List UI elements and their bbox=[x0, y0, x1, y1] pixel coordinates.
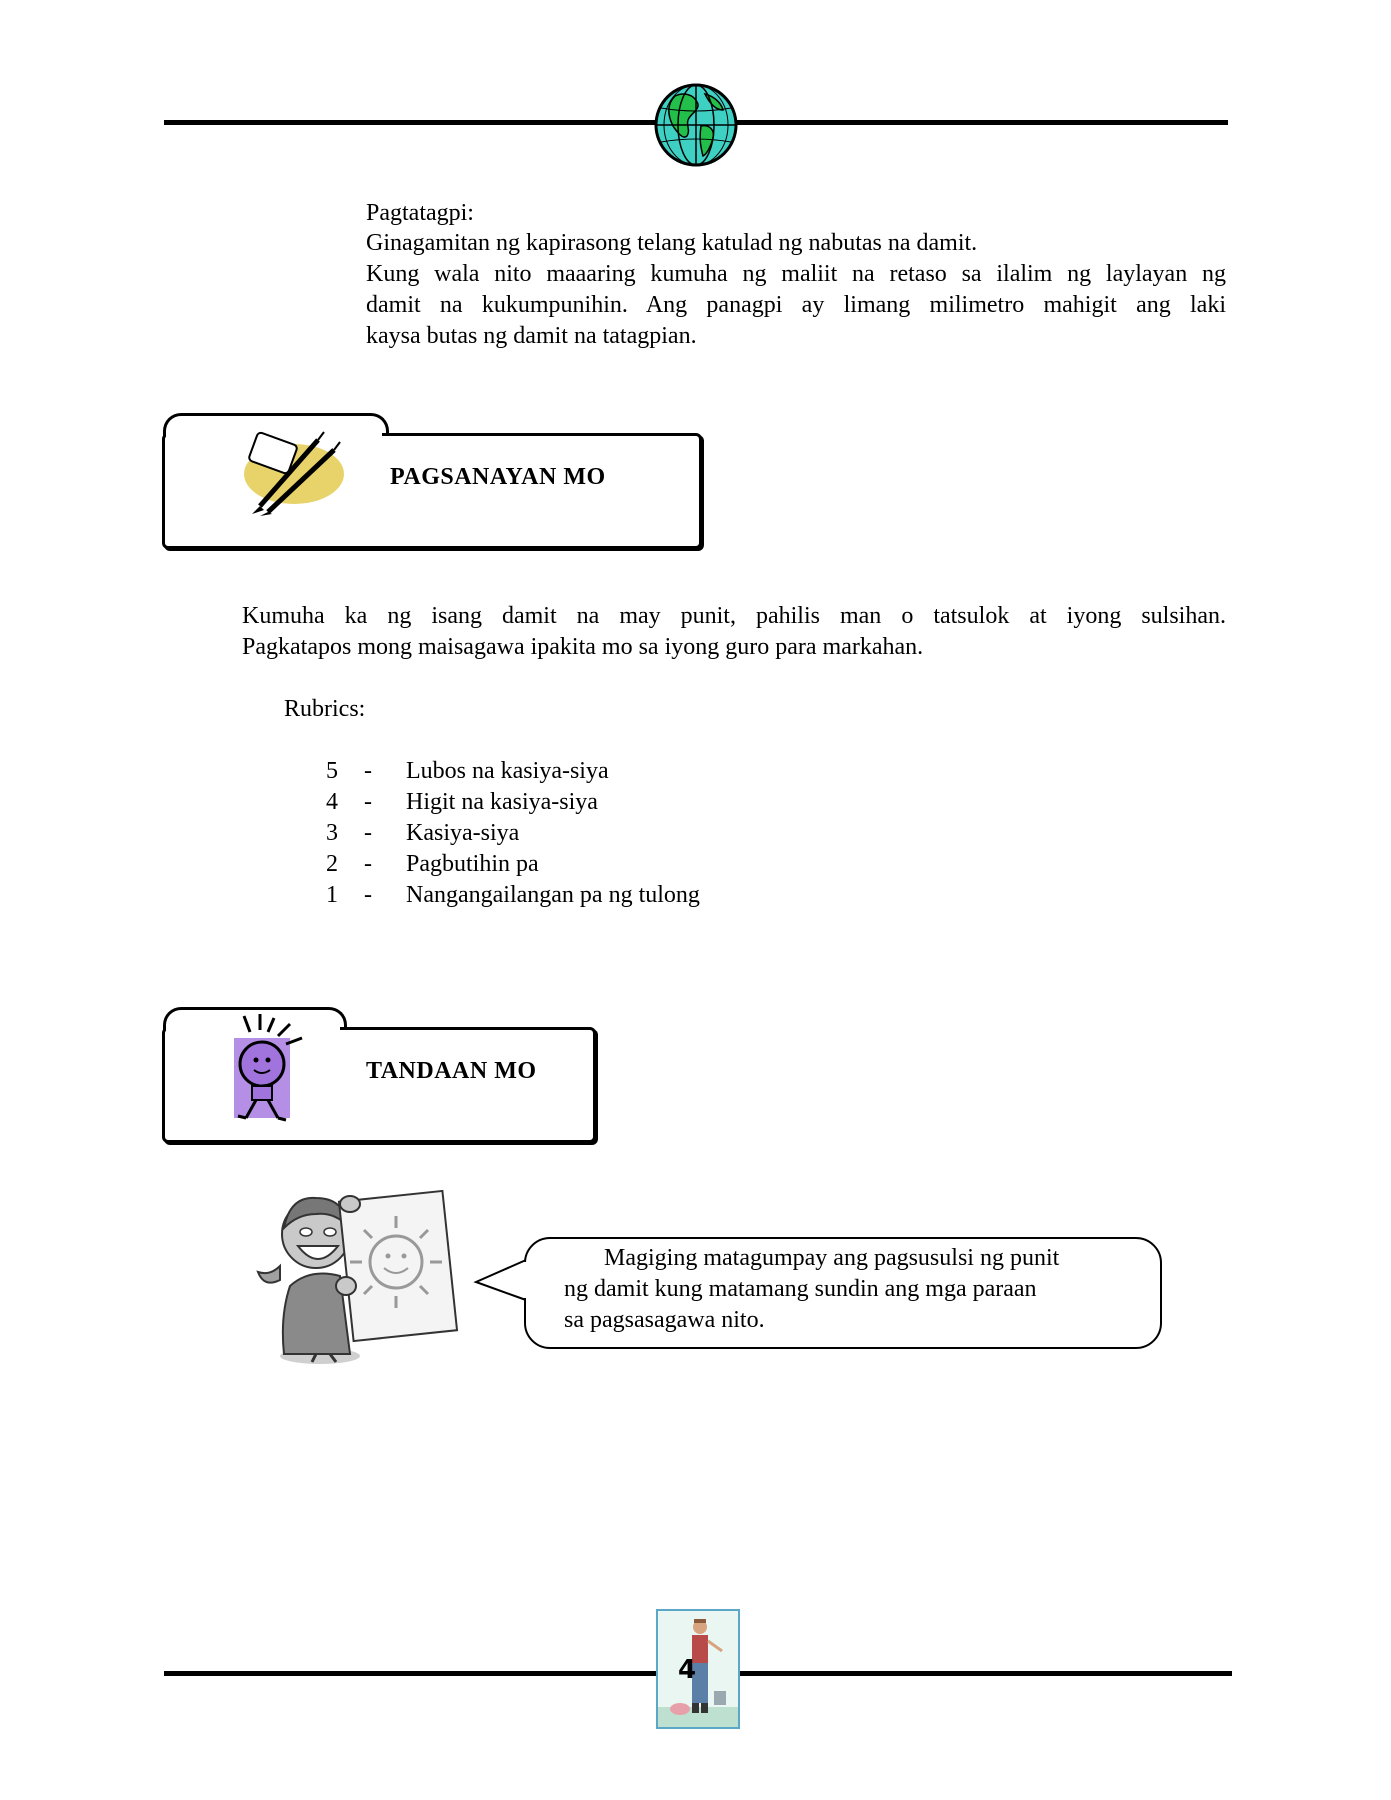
intro-line: Ginagamitan ng kapirasong telang katulad ng nabutas na damit. bbox=[366, 230, 978, 256]
intro-title: Pagtatagpi: bbox=[366, 200, 474, 226]
header-rule-left bbox=[164, 120, 656, 125]
rubric-desc: Higit na kasiya-siya bbox=[406, 789, 598, 815]
rubric-dash: - bbox=[364, 851, 372, 877]
rubric-dash: - bbox=[364, 758, 372, 784]
rubric-desc: Kasiya-siya bbox=[406, 820, 520, 846]
page-number: 4 bbox=[678, 1655, 697, 1685]
intro-line: kaysa butas ng damit na tatagpian. bbox=[366, 323, 697, 349]
globe-icon bbox=[653, 82, 739, 168]
pagsanayan-instruction: Kumuha ka ng isang damit na may punit, pahilis man o tatsulok at iyong sulsihan. bbox=[242, 603, 1226, 629]
bubble-text-line: sa pagsasagawa nito. bbox=[564, 1307, 765, 1333]
pencils-eraser-icon bbox=[238, 424, 350, 516]
pagsanayan-heading: PAGSANAYAN MO bbox=[390, 464, 606, 490]
rubric-score: 2 bbox=[326, 851, 338, 877]
header-rule-right bbox=[736, 120, 1228, 125]
bubble-text-line: Magiging matagumpay ang pagsusulsi ng punit bbox=[604, 1245, 1060, 1271]
rubrics-label: Rubrics: bbox=[284, 696, 366, 722]
rubric-score: 4 bbox=[326, 789, 338, 815]
pagsanayan-instruction: Pagkatapos mong maisagawa ipakita mo sa iyong guro para markahan. bbox=[242, 634, 924, 660]
page-number-box bbox=[656, 1609, 740, 1729]
rubric-desc: Pagbutihin pa bbox=[406, 851, 539, 877]
footer-rule-right bbox=[740, 1671, 1232, 1676]
girl-with-drawing-icon bbox=[250, 1176, 460, 1366]
bubble-text-line: ng damit kung matamang sundin ang mga paraan bbox=[564, 1276, 1037, 1302]
rubric-score: 3 bbox=[326, 820, 338, 846]
lightbulb-icon bbox=[228, 1012, 310, 1132]
rubric-score: 5 bbox=[326, 758, 338, 784]
rubric-dash: - bbox=[364, 820, 372, 846]
rubric-dash: - bbox=[364, 882, 372, 908]
speech-bubble-tail bbox=[470, 1252, 530, 1312]
bubble-tail-cover bbox=[524, 1262, 530, 1298]
footer-rule-left bbox=[164, 1671, 656, 1676]
rubric-desc: Nangangailangan pa ng tulong bbox=[406, 882, 700, 908]
tandaan-heading: TANDAAN MO bbox=[366, 1058, 537, 1084]
rubric-score: 1 bbox=[326, 882, 338, 908]
rubric-dash: - bbox=[364, 789, 372, 815]
rubric-desc: Lubos na kasiya-siya bbox=[406, 758, 609, 784]
farmer-icon bbox=[658, 1611, 738, 1727]
intro-line: Kung wala nito maaaring kumuha ng maliit na retaso sa ilalim ng laylayan ng bbox=[366, 261, 1226, 287]
intro-line: damit na kukumpunihin. Ang panagpi ay limang milimetro mahigit ang laki bbox=[366, 292, 1226, 318]
